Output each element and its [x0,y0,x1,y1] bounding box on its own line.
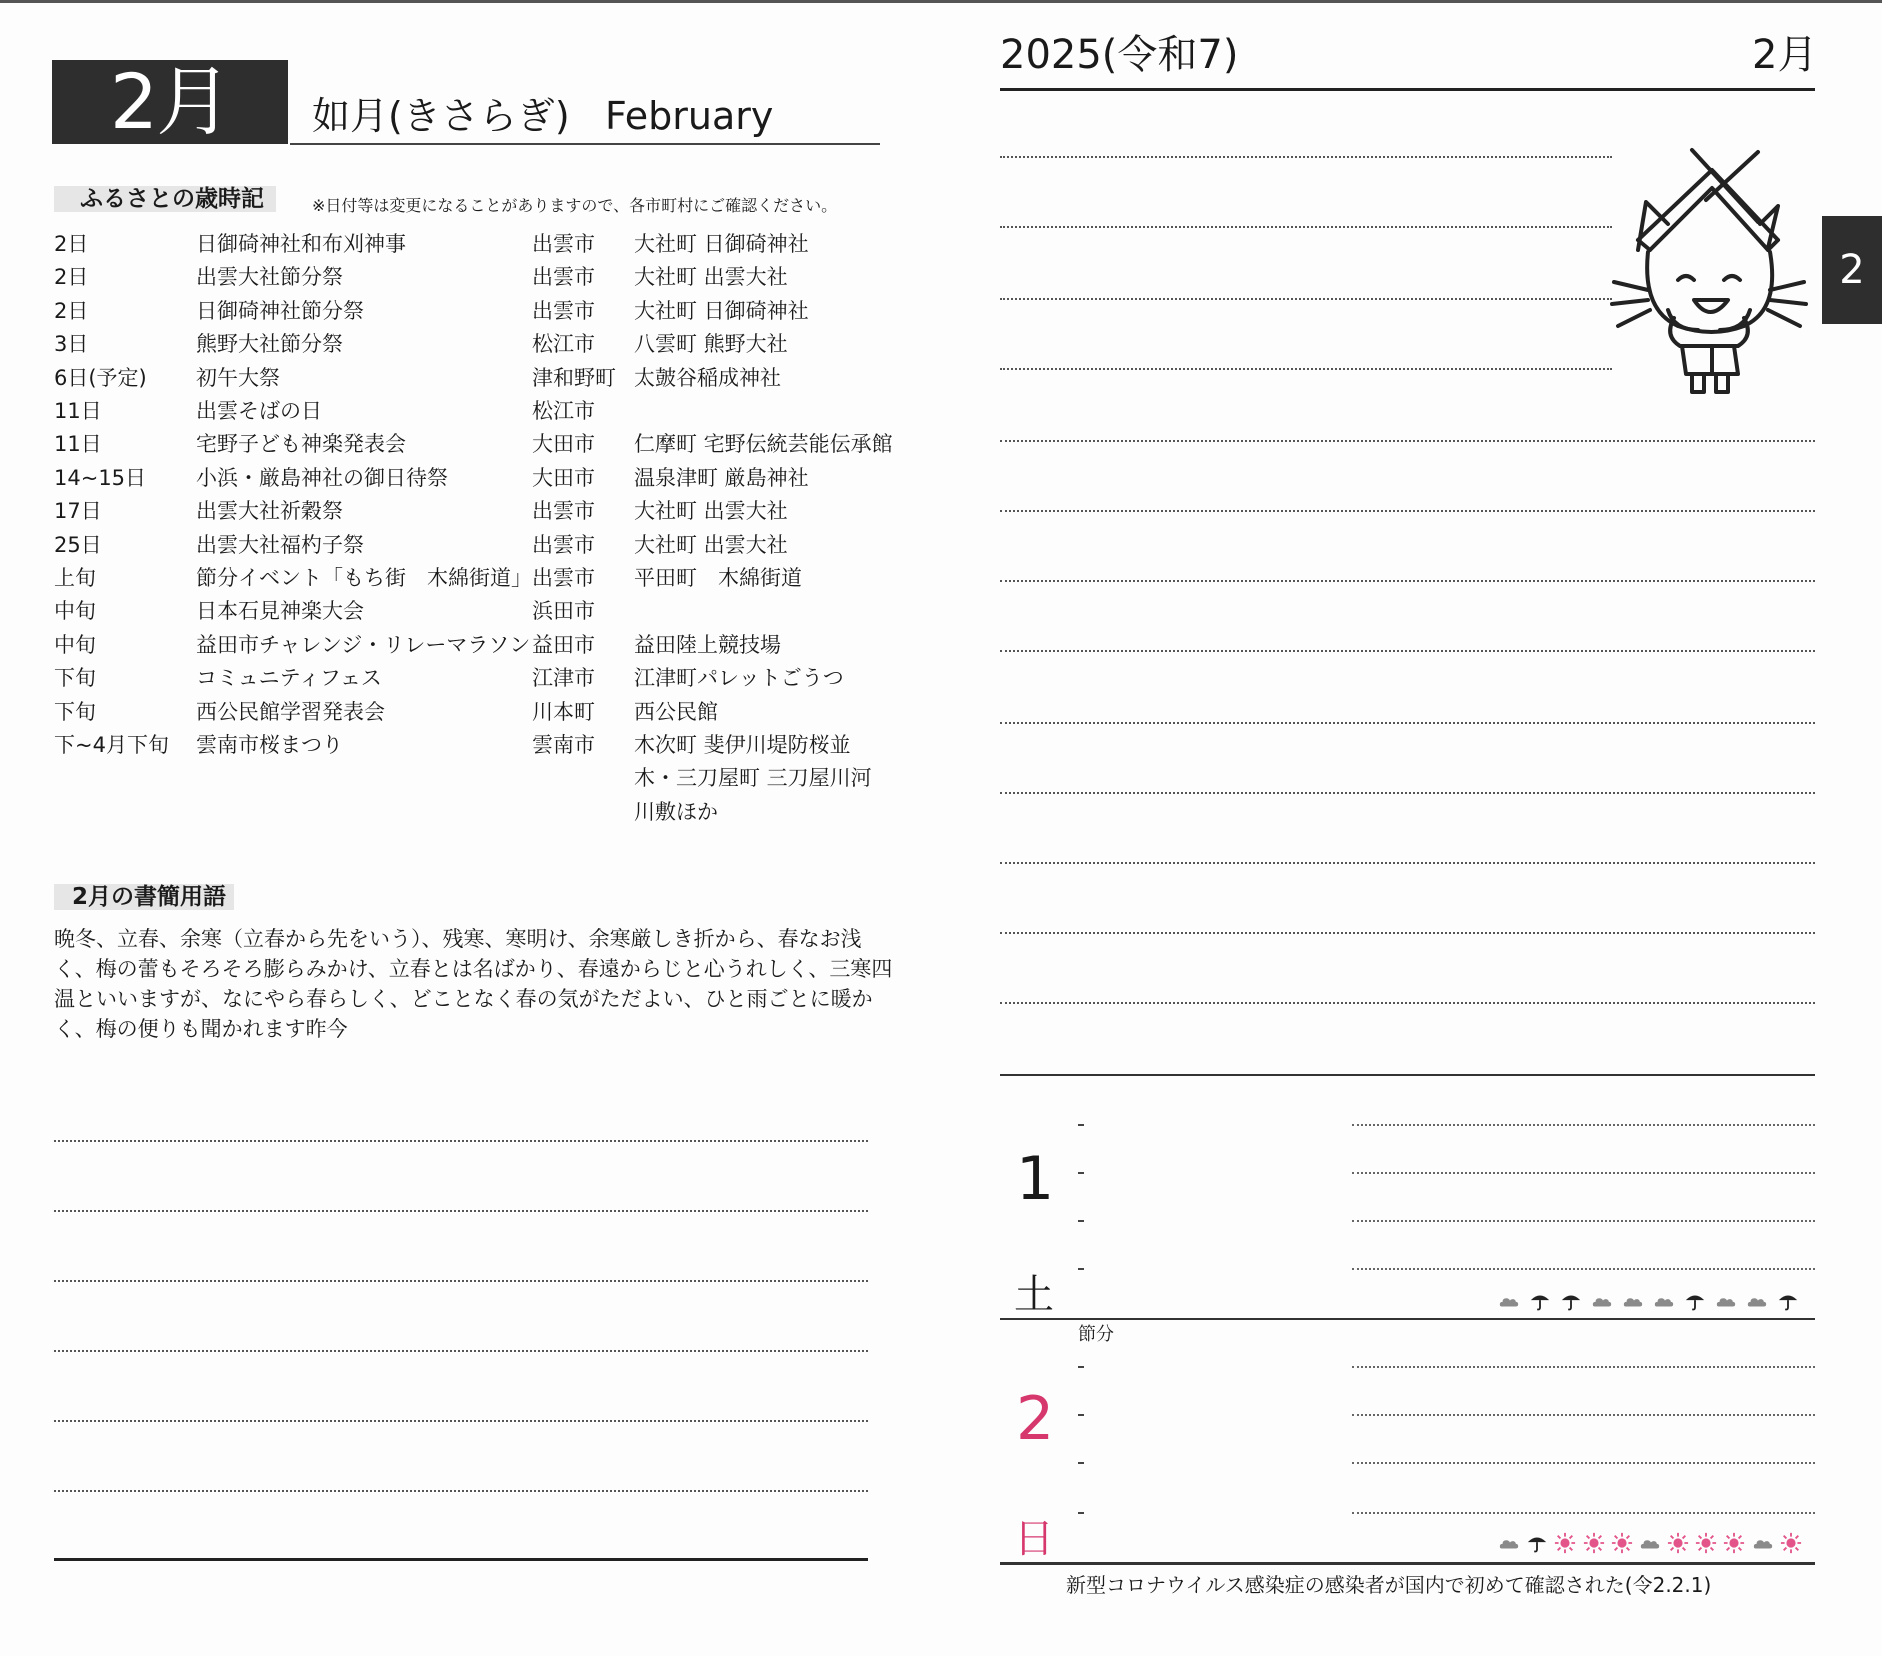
event-city: 出雲市 [532,499,595,524]
memo-area-bottom-rule [1000,1074,1815,1076]
memo-line [1000,862,1815,864]
event-city: 出雲市 [532,566,595,590]
cloud-icon [1746,1290,1770,1314]
sun-icon [1780,1532,1804,1556]
cloud-icon [1622,1290,1646,1314]
event-city: 川本町 [532,699,595,724]
event-date: 下~4月下旬 [54,733,169,757]
sun-icon [1611,1532,1635,1556]
memo-line [54,1350,868,1352]
event-date: 25日 [54,532,102,557]
event-name: コミュニティフェス [196,666,382,691]
event-name: 節分イベント「もち街 木綿街道」 [196,566,532,590]
event-date: 11日 [54,432,102,457]
memo-line [1000,1002,1815,1004]
memo-line [1000,932,1815,934]
day-2-note: 節分 [1078,1324,1114,1345]
event-place: 八雲町 熊野大社 [634,332,788,357]
umbrella-icon [1684,1290,1708,1314]
day-1-weather-row [1498,1290,1818,1316]
month-number: 2月 [109,57,231,146]
day-1-block[interactable] [1000,1110,1815,1318]
sun-icon [1695,1532,1719,1556]
umbrella-icon [1526,1532,1550,1556]
event-city: 大田市 [532,465,595,490]
time-tick [1078,1172,1084,1174]
day-memo-line [1352,1220,1815,1222]
memo-line [54,1280,868,1282]
memo-line [54,1420,868,1422]
event-date: 2日 [54,232,89,256]
event-city: 出雲市 [532,232,595,256]
event-date: 11日 [54,399,102,423]
event-date: 下旬 [54,666,96,691]
sun-icon [1554,1532,1578,1556]
day-1-number: 1 [1016,1144,1055,1214]
day-2-number: 2 [1016,1384,1055,1454]
memo-line [1000,368,1612,370]
day-memo-line [1352,1414,1815,1416]
memo-line [1000,298,1612,300]
event-place: 大社町 日御碕神社 [634,298,809,323]
event-city: 津和野町 [532,365,616,390]
cloud-icon [1498,1290,1522,1314]
memo-line [1000,440,1815,442]
event-place: 大社町 出雲大社 [634,532,788,557]
time-tick [1078,1124,1084,1126]
event-place: 西公民館 [634,699,718,724]
memo-line [1000,510,1815,512]
day-memo-line [1352,1512,1815,1514]
event-place: 江津町パレットごうつ [634,666,844,691]
memo-line [1000,226,1612,228]
event-place: 平田町 木綿街道 [634,566,802,590]
event-place: 大社町 日御碕神社 [634,232,809,256]
day-2-weekday: 日 [1014,1516,1054,1562]
event-place: 温泉津町 厳島神社 [634,465,809,490]
cloud-icon [1591,1290,1615,1314]
event-place-continuation: 川敷ほか [634,799,718,824]
event-place: 太皷谷稲成神社 [634,365,781,390]
event-date: 中旬 [54,599,96,624]
event-city: 出雲市 [532,265,595,290]
day-memo-line [1352,1124,1815,1126]
event-name: 日御碕神社和布刈神事 [196,232,406,256]
memo-line [1000,792,1815,794]
event-name: 日御碕神社節分祭 [196,298,364,323]
events-note: ※日付等は変更になることがありますので、各市町村にご確認ください。 [312,196,838,215]
event-name: 初午大祭 [196,365,280,390]
day-1-weekday: 土 [1014,1272,1054,1318]
sun-icon [1667,1532,1691,1556]
day-separator [1000,1318,1815,1320]
cloud-icon [1715,1290,1739,1314]
event-name: 出雲大社福杓子祭 [196,532,364,557]
event-date: 下旬 [54,699,96,724]
event-place: 仁摩町 宅野伝統芸能伝承館 [634,432,893,457]
event-date: 上旬 [54,566,96,590]
event-city: 出雲市 [532,532,595,557]
event-place: 益田陸上競技場 [634,632,781,657]
time-tick [1078,1268,1084,1270]
event-name: 益田市チャレンジ・リレーマラソン [196,632,531,657]
time-tick [1078,1366,1084,1368]
page-top-edge [0,0,1882,3]
day-memo-line [1352,1172,1815,1174]
day-2-block[interactable] [1000,1322,1815,1562]
time-tick [1078,1414,1084,1416]
event-date: 14~15日 [54,465,147,490]
event-name: 西公民館学習発表会 [196,699,385,724]
day-memo-line [1352,1462,1815,1464]
month-header-rule [290,143,880,145]
time-tick [1078,1512,1084,1514]
event-city: 大田市 [532,432,595,457]
event-name: 小浜・厳島神社の御日待祭 [196,465,448,490]
event-place: 木次町 斐伊川堤防桜並 [634,733,851,757]
time-tick [1078,1462,1084,1464]
letter-terms-text: 晩冬、立春、余寒（立春から先をいう）、残寒、寒明け、余寒厳しき折から、春なお浅く、梅の蕾もそろそろ膨らみかけ、立春とは名ばかり、春遠からじと心うれしく、三寒四温といいますが、なにやら春らしく、どことなく春の気がただよい、ひと雨ごとに暖かく、梅の便りも聞かれます昨今 [54,927,893,1041]
event-city: 江津市 [532,666,595,691]
event-city: 雲南市 [532,733,595,757]
events-section-title: ふるさとの歳時記 [80,186,264,212]
event-city: 出雲市 [532,298,595,323]
event-city: 松江市 [532,332,595,357]
event-date: 6日(予定) [54,365,147,390]
event-place-continuation: 木・三刀屋町 三刀屋川河 [634,766,872,791]
letter-section-title: 2月の書簡用語 [72,884,227,910]
cloud-icon [1639,1532,1663,1556]
event-place: 大社町 出雲大社 [634,499,788,524]
event-name: 宅野子ども神楽発表会 [196,432,406,457]
cloud-icon [1752,1532,1776,1556]
cloud-icon [1498,1532,1522,1556]
event-city: 益田市 [532,632,595,657]
event-name: 雲南市桜まつり [196,733,343,757]
umbrella-icon [1560,1290,1584,1314]
event-name: 出雲大社祈穀祭 [196,499,343,524]
memo-line [1000,580,1815,582]
event-date: 2日 [54,298,89,323]
umbrella-icon [1529,1290,1553,1314]
right-bottom-rule [1000,1562,1815,1565]
event-city: 松江市 [532,399,595,423]
event-name: 熊野大社節分祭 [196,332,343,357]
time-tick [1078,1220,1084,1222]
day-footer-note: 新型コロナウイルス感染症の感染者が国内で初めて確認された(令2.2.1) [1066,1573,1712,1597]
cloud-icon [1653,1290,1677,1314]
event-name: 出雲大社節分祭 [196,265,343,290]
event-date: 3日 [54,332,89,357]
sun-icon [1583,1532,1607,1556]
memo-line [1000,156,1612,158]
event-name: 日本石見神楽大会 [196,599,364,624]
event-date: 17日 [54,499,102,524]
memo-line [54,1210,868,1212]
event-name: 出雲そばの日 [196,399,322,423]
month-index-tab-number: 2 [1839,247,1865,293]
memo-line [54,1490,868,1492]
sun-icon [1723,1532,1747,1556]
event-date: 2日 [54,265,89,290]
right-header-rule [1000,88,1815,91]
day-2-weather-row [1498,1532,1818,1558]
month-japanese-name: 如月(きさらぎ) [312,94,570,138]
year-label: 2025(令和7) [1000,32,1239,78]
day-memo-line [1352,1268,1815,1270]
memo-line [1000,722,1815,724]
memo-line [1000,650,1815,652]
event-date: 中旬 [54,632,96,657]
event-city: 浜田市 [532,599,595,624]
right-month-label: 2月 [1752,32,1818,78]
memo-line [54,1140,868,1142]
shimane-cat-mascot-icon [1608,140,1808,400]
umbrella-icon [1777,1290,1801,1314]
left-bottom-rule [54,1558,868,1561]
month-english-name: February [605,94,774,138]
event-place: 大社町 出雲大社 [634,265,788,290]
day-memo-line [1352,1366,1815,1368]
